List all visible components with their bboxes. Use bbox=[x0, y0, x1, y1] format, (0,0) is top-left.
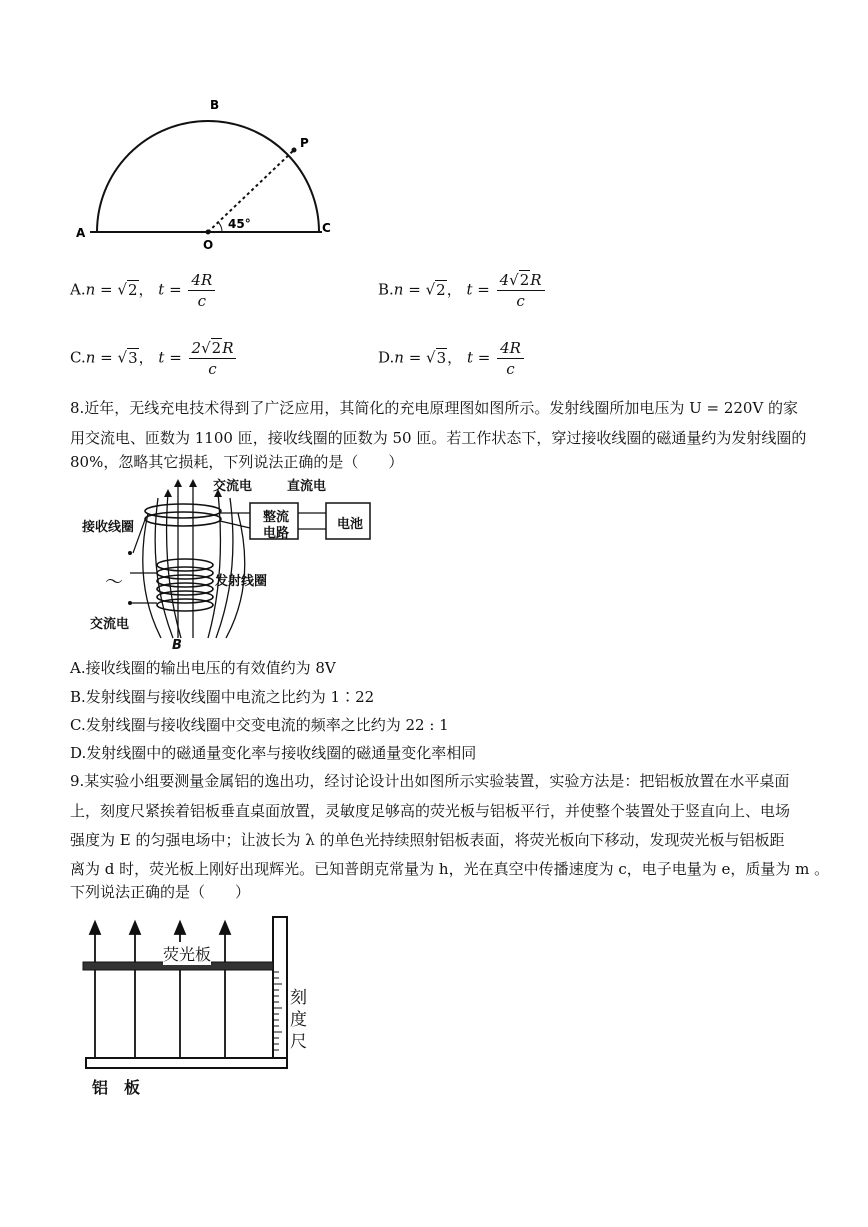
transmit-coil bbox=[157, 559, 213, 611]
label-ac-top: 交流电 bbox=[213, 479, 253, 494]
option-7b: B.n = √2， t = $\frac{4√2R}{c}$ bbox=[378, 270, 545, 311]
label-screen: 荧光板 bbox=[163, 942, 211, 965]
label-ruler-3: 尺 bbox=[290, 1032, 307, 1052]
q9-line-1: 9.某实验小组要测量金属铝的逸出功，经讨论设计出如图所示实验装置，实验方法是：把铝板放置在水平桌面 bbox=[70, 772, 790, 790]
point-p bbox=[292, 148, 297, 153]
option-8b: B.发射线圈与接收线圈中电流之比约为 1∶22 bbox=[70, 688, 375, 706]
label-tilde: ～ bbox=[105, 572, 123, 593]
label-angle: 45° bbox=[228, 217, 251, 231]
label-b: B bbox=[210, 98, 220, 112]
label-ruler-1: 刻 bbox=[290, 988, 307, 1008]
q8-line-2: 用交流电、匝数为 1100 匝，接收线圈的匝数为 50 匝。若工作状态下，穿过接收线圈的磁通量约为发射线圈的 bbox=[70, 429, 807, 447]
label-receive-coil: 接收线圈 bbox=[82, 520, 135, 535]
label-c: C bbox=[322, 221, 331, 235]
label-ac-bottom: 交流电 bbox=[90, 617, 130, 632]
label-a: A bbox=[76, 226, 86, 240]
semicircle-figure bbox=[70, 95, 350, 255]
option-8d: D.发射线圈中的磁通量变化率与接收线圈的磁通量变化率相同 bbox=[70, 744, 477, 762]
q8-line-3: 80%，忽略其它损耗，下列说法正确的是（ ） bbox=[70, 453, 404, 471]
option-8a: A.接收线圈的输出电压的有效值约为 8V bbox=[70, 659, 336, 677]
ray-op bbox=[208, 150, 294, 232]
label-dc-top: 直流电 bbox=[287, 479, 327, 494]
option-7c: C.n = √3， t = $\frac{2√2R}{c}$ bbox=[70, 338, 236, 379]
q8-line-1: 8.近年，无线充电技术得到了广泛应用，其简化的充电原理图如图所示。发射线圈所加电压为 U = 220V 的家 bbox=[70, 399, 799, 417]
label-rectifier-1: 整流 bbox=[263, 510, 290, 525]
label-p: P bbox=[300, 136, 309, 150]
option-8c: C.发射线圈与接收线圈中交变电流的频率之比约为 22 : 1 bbox=[70, 716, 449, 734]
angle-arc bbox=[218, 222, 222, 232]
label-plate: 铝 板 bbox=[92, 1078, 141, 1097]
label-b-field: B bbox=[172, 638, 182, 653]
q9-line-4: 离为 d 时，荧光板上刚好出现辉光。已知普朗克常量为 h，光在真空中传播速度为 c，电子电量为 e，质量为 m 。 bbox=[70, 860, 830, 878]
option-7a: A.n = √2， t = $\frac{4R}{c}$ bbox=[70, 270, 215, 311]
q9-line-5: 下列说法正确的是（ ） bbox=[70, 883, 251, 901]
label-battery: 电池 bbox=[337, 517, 364, 532]
semicircle-arc bbox=[97, 121, 319, 232]
aluminum-plate bbox=[86, 1058, 287, 1068]
label-o: O bbox=[203, 238, 214, 252]
q9-line-3: 强度为 E 的匀强电场中；让波长为 λ 的单色光持续照射铝板表面，将荧光板向下移动，发现荧光板与铝板距 bbox=[70, 831, 785, 849]
label-ruler-2: 度 bbox=[290, 1010, 307, 1030]
label-rectifier-2: 电路 bbox=[263, 526, 290, 541]
q9-line-2: 上，刻度尺紧挨着铝板垂直桌面放置，灵敏度足够高的荧光板与铝板平行，并使整个装置处于竖直向上、电场 bbox=[70, 802, 791, 820]
point-o bbox=[206, 230, 211, 235]
label-transmit-coil: 发射线圈 bbox=[215, 574, 268, 589]
option-7d: D.n = √3， t = $\frac{4R}{c}$ bbox=[378, 338, 524, 379]
